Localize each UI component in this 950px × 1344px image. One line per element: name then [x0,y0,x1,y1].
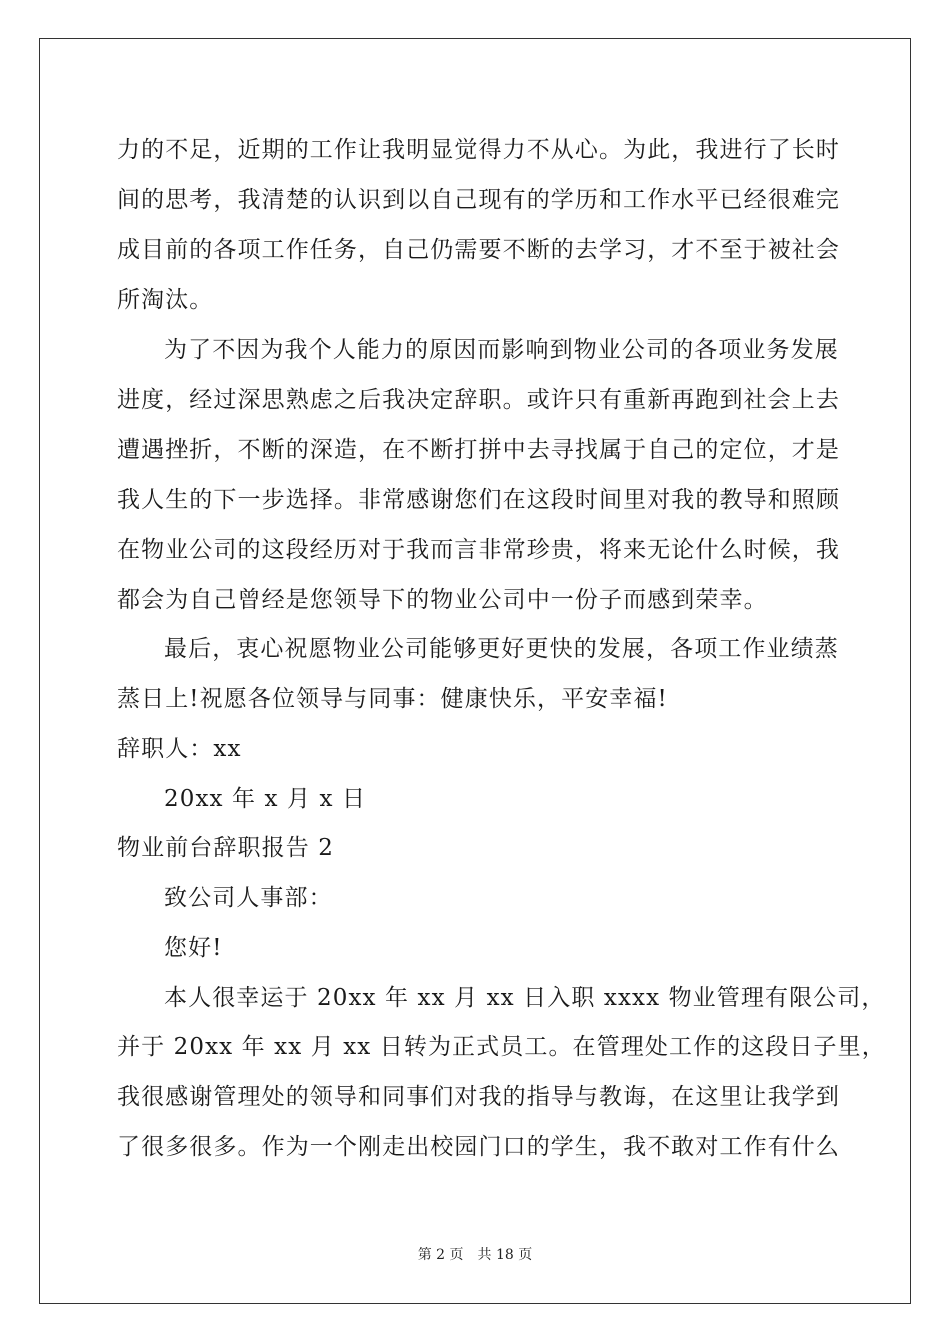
text-line: 为了不因为我个人能力的原因而影响到物业公司的各项业务发展 [164,337,839,363]
date-line: 20xx 年 x 月 x 日 [164,786,367,812]
page-number: 第 2 页 [417,1247,464,1263]
page-footer [0,1246,950,1264]
text-line: 都会为自己曾经是您领导下的物业公司中一份子而感到荣幸。 [117,587,768,613]
text-line: 在物业公司的这段经历对于我而言非常珍贵，将来无论什么时候，我 [117,537,840,563]
text-line: 了很多很多。作为一个刚走出校园门口的学生，我不敢对工作有什么 [117,1134,840,1160]
text-line: 我人生的下一步选择。非常感谢您们在这段时间里对我的教导和照顾 [117,487,840,513]
text-line: 并于 20xx 年 xx 月 xx 日转为正式员工。在管理处工作的这段日子里， [117,1034,886,1060]
text-line: 力的不足，近期的工作让我明显觉得力不从心。为此，我进行了长时 [117,137,840,163]
text-line: 所淘汰。 [117,287,214,313]
page-frame [39,38,911,1304]
salutation: 致公司人事部： [164,885,333,911]
text-line: 进度，经过深思熟虑之后我决定辞职。或许只有重新再跑到社会上去 [117,387,840,413]
signature-line: 辞职人：xx [117,736,242,762]
greeting: 您好! [164,935,223,961]
text-line: 我很感谢管理处的领导和同事们对我的指导与教诲，在这里让我学到 [117,1084,840,1110]
page-total: 共 18 页 [477,1247,533,1263]
text-line: 最后，衷心祝愿物业公司能够更好更快的发展，各项工作业绩蒸 [164,636,839,662]
section-title: 物业前台辞职报告 2 [117,835,334,861]
text-line: 成目前的各项工作任务，自己仍需要不断的去学习，才不至于被社会 [117,237,840,263]
text-line: 蒸日上!祝愿各位领导与同事：健康快乐，平安幸福! [117,686,668,712]
text-line: 本人很幸运于 20xx 年 xx 月 xx 日入职 xxxx 物业管理有限公司， [164,985,886,1011]
text-line: 遭遇挫折，不断的深造，在不断打拼中去寻找属于自己的定位，才是 [117,437,840,463]
text-line: 间的思考，我清楚的认识到以自己现有的学历和工作水平已经很难完 [117,187,840,213]
